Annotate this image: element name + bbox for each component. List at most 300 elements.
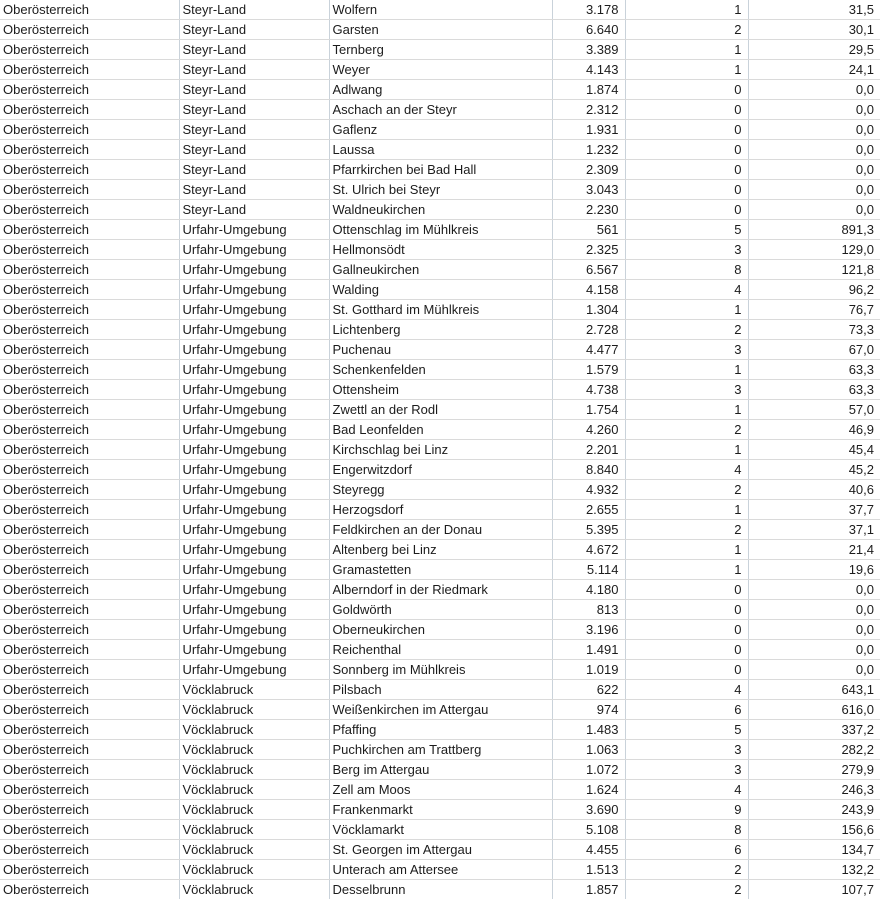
cell-state[interactable]: Oberösterreich [0, 400, 179, 420]
cell-district[interactable]: Steyr-Land [179, 40, 329, 60]
cell-value-3[interactable]: 0,0 [748, 100, 880, 120]
cell-value-1[interactable]: 3.389 [552, 40, 625, 60]
cell-value-2[interactable]: 2 [625, 420, 748, 440]
cell-value-1[interactable]: 2.201 [552, 440, 625, 460]
cell-state[interactable]: Oberösterreich [0, 800, 179, 820]
cell-municipality[interactable]: Alberndorf in der Riedmark [329, 580, 552, 600]
cell-value-3[interactable]: 643,1 [748, 680, 880, 700]
table-row [0, 800, 880, 820]
cell-municipality[interactable]: Ottensheim [329, 380, 552, 400]
cell-district[interactable]: Urfahr-Umgebung [179, 540, 329, 560]
cell-value-2[interactable]: 2 [625, 20, 748, 40]
cell-district[interactable]: Urfahr-Umgebung [179, 260, 329, 280]
cell-state[interactable]: Oberösterreich [0, 520, 179, 540]
cell-value-3[interactable]: 24,1 [748, 60, 880, 80]
cell-district[interactable]: Vöcklabruck [179, 700, 329, 720]
cell-municipality[interactable]: Berg im Attergau [329, 760, 552, 780]
cell-value-2[interactable]: 1 [625, 540, 748, 560]
cell-state[interactable]: Oberösterreich [0, 880, 179, 899]
cell-state[interactable]: Oberösterreich [0, 180, 179, 200]
cell-district[interactable]: Steyr-Land [179, 180, 329, 200]
table-row [0, 500, 880, 520]
cell-value-1[interactable]: 1.513 [552, 860, 625, 880]
cell-district[interactable]: Vöcklabruck [179, 760, 329, 780]
cell-municipality[interactable]: Zwettl an der Rodl [329, 400, 552, 420]
cell-value-1[interactable]: 5.114 [552, 560, 625, 580]
cell-district[interactable]: Vöcklabruck [179, 840, 329, 860]
cell-state[interactable]: Oberösterreich [0, 820, 179, 840]
cell-state[interactable]: Oberösterreich [0, 200, 179, 220]
cell-state[interactable]: Oberösterreich [0, 260, 179, 280]
cell-value-2[interactable]: 0 [625, 620, 748, 640]
cell-value-1[interactable]: 4.455 [552, 840, 625, 860]
cell-state[interactable]: Oberösterreich [0, 460, 179, 480]
cell-value-1[interactable]: 5.108 [552, 820, 625, 840]
cell-value-3[interactable]: 134,7 [748, 840, 880, 860]
cell-value-2[interactable]: 2 [625, 880, 748, 899]
cell-value-1[interactable]: 8.840 [552, 460, 625, 480]
cell-municipality[interactable]: St. Georgen im Attergau [329, 840, 552, 860]
cell-municipality[interactable]: Wolfern [329, 0, 552, 20]
cell-value-3[interactable]: 73,3 [748, 320, 880, 340]
cell-value-1[interactable]: 3.043 [552, 180, 625, 200]
cell-municipality[interactable]: Reichenthal [329, 640, 552, 660]
cell-value-1[interactable]: 1.072 [552, 760, 625, 780]
table-row [0, 700, 880, 720]
cell-value-1[interactable]: 1.579 [552, 360, 625, 380]
cell-state[interactable]: Oberösterreich [0, 620, 179, 640]
cell-value-2[interactable]: 1 [625, 0, 748, 20]
table-row [0, 40, 880, 60]
cell-state[interactable]: Oberösterreich [0, 120, 179, 140]
cell-district[interactable]: Vöcklabruck [179, 820, 329, 840]
cell-value-2[interactable]: 2 [625, 860, 748, 880]
cell-district[interactable]: Vöcklabruck [179, 860, 329, 880]
table-row [0, 140, 880, 160]
cell-state[interactable]: Oberösterreich [0, 440, 179, 460]
cell-municipality[interactable]: Gramastetten [329, 560, 552, 580]
cell-value-2[interactable]: 0 [625, 180, 748, 200]
cell-district[interactable]: Urfahr-Umgebung [179, 280, 329, 300]
cell-value-2[interactable]: 0 [625, 140, 748, 160]
cell-value-2[interactable]: 1 [625, 500, 748, 520]
cell-state[interactable]: Oberösterreich [0, 100, 179, 120]
cell-value-1[interactable]: 2.312 [552, 100, 625, 120]
cell-value-1[interactable]: 1.304 [552, 300, 625, 320]
cell-value-3[interactable]: 0,0 [748, 160, 880, 180]
cell-state[interactable]: Oberösterreich [0, 320, 179, 340]
cell-value-1[interactable]: 1.874 [552, 80, 625, 100]
cell-district[interactable]: Steyr-Land [179, 160, 329, 180]
table-row [0, 100, 880, 120]
table-row [0, 200, 880, 220]
cell-district[interactable]: Urfahr-Umgebung [179, 600, 329, 620]
table-row [0, 300, 880, 320]
cell-municipality[interactable]: Herzogsdorf [329, 500, 552, 520]
cell-value-3[interactable]: 0,0 [748, 660, 880, 680]
cell-value-3[interactable]: 282,2 [748, 740, 880, 760]
cell-value-1[interactable]: 4.477 [552, 340, 625, 360]
cell-district[interactable]: Urfahr-Umgebung [179, 440, 329, 460]
cell-municipality[interactable]: Laussa [329, 140, 552, 160]
cell-value-3[interactable]: 0,0 [748, 180, 880, 200]
cell-municipality[interactable]: Adlwang [329, 80, 552, 100]
cell-municipality[interactable]: Bad Leonfelden [329, 420, 552, 440]
cell-value-1[interactable]: 974 [552, 700, 625, 720]
cell-value-2[interactable]: 1 [625, 560, 748, 580]
table-row [0, 80, 880, 100]
cell-district[interactable]: Urfahr-Umgebung [179, 580, 329, 600]
cell-value-1[interactable]: 2.309 [552, 160, 625, 180]
cell-state[interactable]: Oberösterreich [0, 20, 179, 40]
table-row [0, 780, 880, 800]
cell-value-1[interactable]: 3.690 [552, 800, 625, 820]
cell-value-2[interactable]: 1 [625, 60, 748, 80]
cell-district[interactable]: Urfahr-Umgebung [179, 480, 329, 500]
cell-municipality[interactable]: Walding [329, 280, 552, 300]
cell-municipality[interactable]: Weyer [329, 60, 552, 80]
cell-municipality[interactable]: Kirchschlag bei Linz [329, 440, 552, 460]
cell-municipality[interactable]: Garsten [329, 20, 552, 40]
cell-state[interactable]: Oberösterreich [0, 220, 179, 240]
cell-value-3[interactable]: 96,2 [748, 280, 880, 300]
cell-district[interactable]: Vöcklabruck [179, 880, 329, 899]
cell-value-1[interactable]: 3.196 [552, 620, 625, 640]
table-row [0, 60, 880, 80]
cell-district[interactable]: Steyr-Land [179, 60, 329, 80]
cell-value-1[interactable]: 6.567 [552, 260, 625, 280]
cell-municipality[interactable]: Pilsbach [329, 680, 552, 700]
cell-district[interactable]: Steyr-Land [179, 120, 329, 140]
cell-value-1[interactable]: 1.624 [552, 780, 625, 800]
cell-municipality[interactable]: Waldneukirchen [329, 200, 552, 220]
cell-value-3[interactable]: 616,0 [748, 700, 880, 720]
cell-value-1[interactable]: 2.230 [552, 200, 625, 220]
cell-value-3[interactable]: 0,0 [748, 120, 880, 140]
cell-municipality[interactable]: Engerwitzdorf [329, 460, 552, 480]
cell-district[interactable]: Vöcklabruck [179, 680, 329, 700]
cell-value-3[interactable]: 21,4 [748, 540, 880, 560]
table-row [0, 760, 880, 780]
cell-value-1[interactable]: 1.754 [552, 400, 625, 420]
cell-value-3[interactable]: 246,3 [748, 780, 880, 800]
cell-district[interactable]: Urfahr-Umgebung [179, 320, 329, 340]
cell-value-1[interactable]: 1.483 [552, 720, 625, 740]
cell-district[interactable]: Steyr-Land [179, 200, 329, 220]
cell-district[interactable]: Vöcklabruck [179, 740, 329, 760]
cell-state[interactable]: Oberösterreich [0, 640, 179, 660]
cell-state[interactable]: Oberösterreich [0, 740, 179, 760]
cell-value-3[interactable]: 63,3 [748, 380, 880, 400]
cell-district[interactable]: Urfahr-Umgebung [179, 220, 329, 240]
cell-district[interactable]: Steyr-Land [179, 140, 329, 160]
cell-state[interactable]: Oberösterreich [0, 60, 179, 80]
cell-value-3[interactable]: 156,6 [748, 820, 880, 840]
table-row [0, 840, 880, 860]
table-row [0, 560, 880, 580]
cell-value-3[interactable]: 0,0 [748, 640, 880, 660]
cell-value-2[interactable]: 4 [625, 280, 748, 300]
table-row [0, 280, 880, 300]
cell-state[interactable]: Oberösterreich [0, 760, 179, 780]
table-row [0, 360, 880, 380]
cell-district[interactable]: Urfahr-Umgebung [179, 520, 329, 540]
cell-municipality[interactable]: Feldkirchen an der Donau [329, 520, 552, 540]
cell-municipality[interactable]: St. Ulrich bei Steyr [329, 180, 552, 200]
table-row [0, 720, 880, 740]
cell-value-3[interactable]: 891,3 [748, 220, 880, 240]
cell-municipality[interactable]: Puchenau [329, 340, 552, 360]
cell-value-2[interactable]: 4 [625, 460, 748, 480]
cell-value-2[interactable]: 1 [625, 300, 748, 320]
cell-municipality[interactable]: Ternberg [329, 40, 552, 60]
cell-state[interactable]: Oberösterreich [0, 720, 179, 740]
table-row [0, 400, 880, 420]
cell-value-2[interactable]: 3 [625, 760, 748, 780]
cell-district[interactable]: Urfahr-Umgebung [179, 400, 329, 420]
cell-value-3[interactable]: 37,1 [748, 520, 880, 540]
cell-value-2[interactable]: 0 [625, 100, 748, 120]
cell-state[interactable]: Oberösterreich [0, 280, 179, 300]
cell-district[interactable]: Vöcklabruck [179, 800, 329, 820]
cell-municipality[interactable]: Goldwörth [329, 600, 552, 620]
cell-value-1[interactable]: 4.738 [552, 380, 625, 400]
cell-district[interactable]: Urfahr-Umgebung [179, 560, 329, 580]
cell-value-1[interactable]: 4.260 [552, 420, 625, 440]
cell-value-2[interactable]: 0 [625, 120, 748, 140]
cell-municipality[interactable]: Vöcklamarkt [329, 820, 552, 840]
cell-value-3[interactable]: 45,4 [748, 440, 880, 460]
cell-district[interactable]: Urfahr-Umgebung [179, 380, 329, 400]
cell-value-3[interactable]: 0,0 [748, 80, 880, 100]
cell-district[interactable]: Urfahr-Umgebung [179, 500, 329, 520]
cell-value-2[interactable]: 9 [625, 800, 748, 820]
cell-value-2[interactable]: 2 [625, 480, 748, 500]
cell-value-3[interactable]: 243,9 [748, 800, 880, 820]
cell-value-1[interactable]: 4.143 [552, 60, 625, 80]
cell-value-3[interactable]: 29,5 [748, 40, 880, 60]
table-row [0, 460, 880, 480]
cell-value-1[interactable]: 1.857 [552, 880, 625, 899]
cell-district[interactable]: Steyr-Land [179, 80, 329, 100]
cell-municipality[interactable]: Desselbrunn [329, 880, 552, 899]
cell-value-2[interactable]: 0 [625, 200, 748, 220]
cell-value-1[interactable]: 4.932 [552, 480, 625, 500]
table-row [0, 160, 880, 180]
cell-district[interactable]: Urfahr-Umgebung [179, 420, 329, 440]
cell-state[interactable]: Oberösterreich [0, 480, 179, 500]
cell-state[interactable]: Oberösterreich [0, 680, 179, 700]
cell-value-1[interactable]: 4.180 [552, 580, 625, 600]
table-row [0, 680, 880, 700]
cell-municipality[interactable]: Lichtenberg [329, 320, 552, 340]
cell-district[interactable]: Urfahr-Umgebung [179, 460, 329, 480]
cell-value-3[interactable]: 0,0 [748, 140, 880, 160]
table-row [0, 660, 880, 680]
cell-value-3[interactable]: 0,0 [748, 600, 880, 620]
cell-municipality[interactable]: Aschach an der Steyr [329, 100, 552, 120]
cell-state[interactable]: Oberösterreich [0, 500, 179, 520]
cell-value-3[interactable]: 46,9 [748, 420, 880, 440]
cell-value-1[interactable]: 2.325 [552, 240, 625, 260]
cell-state[interactable]: Oberösterreich [0, 380, 179, 400]
cell-value-1[interactable]: 4.158 [552, 280, 625, 300]
cell-value-1[interactable]: 5.395 [552, 520, 625, 540]
cell-value-2[interactable]: 0 [625, 660, 748, 680]
table-row [0, 260, 880, 280]
cell-value-2[interactable]: 1 [625, 40, 748, 60]
table-row [0, 440, 880, 460]
cell-value-2[interactable]: 1 [625, 400, 748, 420]
cell-value-3[interactable]: 37,7 [748, 500, 880, 520]
cell-value-1[interactable]: 3.178 [552, 0, 625, 20]
cell-state[interactable]: Oberösterreich [0, 140, 179, 160]
cell-municipality[interactable]: Gaflenz [329, 120, 552, 140]
cell-state[interactable]: Oberösterreich [0, 660, 179, 680]
cell-value-2[interactable]: 3 [625, 340, 748, 360]
cell-municipality[interactable]: Weißenkirchen im Attergau [329, 700, 552, 720]
cell-municipality[interactable]: Puchkirchen am Trattberg [329, 740, 552, 760]
cell-state[interactable]: Oberösterreich [0, 780, 179, 800]
cell-municipality[interactable]: Steyregg [329, 480, 552, 500]
cell-value-1[interactable]: 813 [552, 600, 625, 620]
cell-state[interactable]: Oberösterreich [0, 40, 179, 60]
cell-value-1[interactable]: 1.931 [552, 120, 625, 140]
cell-municipality[interactable]: St. Gotthard im Mühlkreis [329, 300, 552, 320]
table-row [0, 540, 880, 560]
cell-municipality[interactable]: Sonnberg im Mühlkreis [329, 660, 552, 680]
table-row [0, 880, 880, 899]
cell-district[interactable]: Urfahr-Umgebung [179, 640, 329, 660]
cell-value-3[interactable]: 279,9 [748, 760, 880, 780]
cell-value-2[interactable]: 1 [625, 360, 748, 380]
cell-value-2[interactable]: 0 [625, 600, 748, 620]
cell-value-3[interactable]: 67,0 [748, 340, 880, 360]
cell-value-2[interactable]: 3 [625, 740, 748, 760]
cell-value-2[interactable]: 6 [625, 700, 748, 720]
cell-value-1[interactable]: 1.019 [552, 660, 625, 680]
cell-value-1[interactable]: 1.491 [552, 640, 625, 660]
cell-value-3[interactable]: 0,0 [748, 200, 880, 220]
cell-district[interactable]: Steyr-Land [179, 0, 329, 20]
cell-value-2[interactable]: 4 [625, 680, 748, 700]
cell-value-1[interactable]: 561 [552, 220, 625, 240]
cell-value-3[interactable]: 31,5 [748, 0, 880, 20]
cell-value-2[interactable]: 6 [625, 840, 748, 860]
cell-value-1[interactable]: 1.232 [552, 140, 625, 160]
cell-municipality[interactable]: Hellmonsödt [329, 240, 552, 260]
cell-state[interactable]: Oberösterreich [0, 860, 179, 880]
cell-value-2[interactable]: 2 [625, 320, 748, 340]
cell-value-1[interactable]: 1.063 [552, 740, 625, 760]
cell-state[interactable]: Oberösterreich [0, 160, 179, 180]
cell-state[interactable]: Oberösterreich [0, 240, 179, 260]
cell-value-2[interactable]: 4 [625, 780, 748, 800]
cell-district[interactable]: Urfahr-Umgebung [179, 660, 329, 680]
cell-municipality[interactable]: Schenkenfelden [329, 360, 552, 380]
cell-value-2[interactable]: 0 [625, 580, 748, 600]
cell-state[interactable]: Oberösterreich [0, 560, 179, 580]
cell-value-2[interactable]: 2 [625, 520, 748, 540]
cell-state[interactable]: Oberösterreich [0, 360, 179, 380]
cell-value-3[interactable]: 30,1 [748, 20, 880, 40]
cell-district[interactable]: Urfahr-Umgebung [179, 360, 329, 380]
cell-municipality[interactable]: Unterach am Attersee [329, 860, 552, 880]
cell-value-3[interactable]: 40,6 [748, 480, 880, 500]
cell-value-2[interactable]: 8 [625, 260, 748, 280]
cell-municipality[interactable]: Gallneukirchen [329, 260, 552, 280]
cell-state[interactable]: Oberösterreich [0, 0, 179, 20]
cell-value-1[interactable]: 6.640 [552, 20, 625, 40]
cell-value-3[interactable]: 57,0 [748, 400, 880, 420]
table-row [0, 860, 880, 880]
cell-value-3[interactable]: 0,0 [748, 620, 880, 640]
cell-value-2[interactable]: 8 [625, 820, 748, 840]
cell-district[interactable]: Steyr-Land [179, 20, 329, 40]
cell-municipality[interactable]: Oberneukirchen [329, 620, 552, 640]
cell-value-1[interactable]: 4.672 [552, 540, 625, 560]
cell-district[interactable]: Urfahr-Umgebung [179, 300, 329, 320]
cell-state[interactable]: Oberösterreich [0, 80, 179, 100]
cell-state[interactable]: Oberösterreich [0, 840, 179, 860]
cell-state[interactable]: Oberösterreich [0, 700, 179, 720]
cell-value-2[interactable]: 3 [625, 380, 748, 400]
cell-state[interactable]: Oberösterreich [0, 300, 179, 320]
cell-value-2[interactable]: 0 [625, 80, 748, 100]
cell-municipality[interactable]: Frankenmarkt [329, 800, 552, 820]
cell-municipality[interactable]: Pfarrkirchen bei Bad Hall [329, 160, 552, 180]
cell-value-1[interactable]: 622 [552, 680, 625, 700]
cell-district[interactable]: Vöcklabruck [179, 780, 329, 800]
cell-municipality[interactable]: Altenberg bei Linz [329, 540, 552, 560]
cell-district[interactable]: Urfahr-Umgebung [179, 620, 329, 640]
cell-value-3[interactable]: 337,2 [748, 720, 880, 740]
cell-state[interactable]: Oberösterreich [0, 580, 179, 600]
cell-value-2[interactable]: 1 [625, 440, 748, 460]
cell-value-2[interactable]: 5 [625, 220, 748, 240]
cell-value-3[interactable]: 121,8 [748, 260, 880, 280]
cell-value-1[interactable]: 2.655 [552, 500, 625, 520]
cell-municipality[interactable]: Pfaffing [329, 720, 552, 740]
cell-value-3[interactable]: 129,0 [748, 240, 880, 260]
table-row [0, 820, 880, 840]
cell-state[interactable]: Oberösterreich [0, 600, 179, 620]
cell-district[interactable]: Vöcklabruck [179, 720, 329, 740]
table-row [0, 480, 880, 500]
cell-district[interactable]: Urfahr-Umgebung [179, 340, 329, 360]
cell-value-2[interactable]: 5 [625, 720, 748, 740]
cell-district[interactable]: Steyr-Land [179, 100, 329, 120]
cell-value-3[interactable]: 107,7 [748, 880, 880, 899]
table-row [0, 580, 880, 600]
cell-value-2[interactable]: 3 [625, 240, 748, 260]
cell-value-3[interactable]: 0,0 [748, 580, 880, 600]
cell-value-3[interactable]: 63,3 [748, 360, 880, 380]
cell-district[interactable]: Urfahr-Umgebung [179, 240, 329, 260]
cell-value-3[interactable]: 132,2 [748, 860, 880, 880]
cell-state[interactable]: Oberösterreich [0, 540, 179, 560]
cell-value-2[interactable]: 0 [625, 640, 748, 660]
cell-state[interactable]: Oberösterreich [0, 340, 179, 360]
cell-state[interactable]: Oberösterreich [0, 420, 179, 440]
cell-value-1[interactable]: 2.728 [552, 320, 625, 340]
cell-municipality[interactable]: Zell am Moos [329, 780, 552, 800]
cell-value-3[interactable]: 45,2 [748, 460, 880, 480]
cell-value-3[interactable]: 19,6 [748, 560, 880, 580]
cell-value-2[interactable]: 0 [625, 160, 748, 180]
cell-municipality[interactable]: Ottenschlag im Mühlkreis [329, 220, 552, 240]
cell-value-3[interactable]: 76,7 [748, 300, 880, 320]
